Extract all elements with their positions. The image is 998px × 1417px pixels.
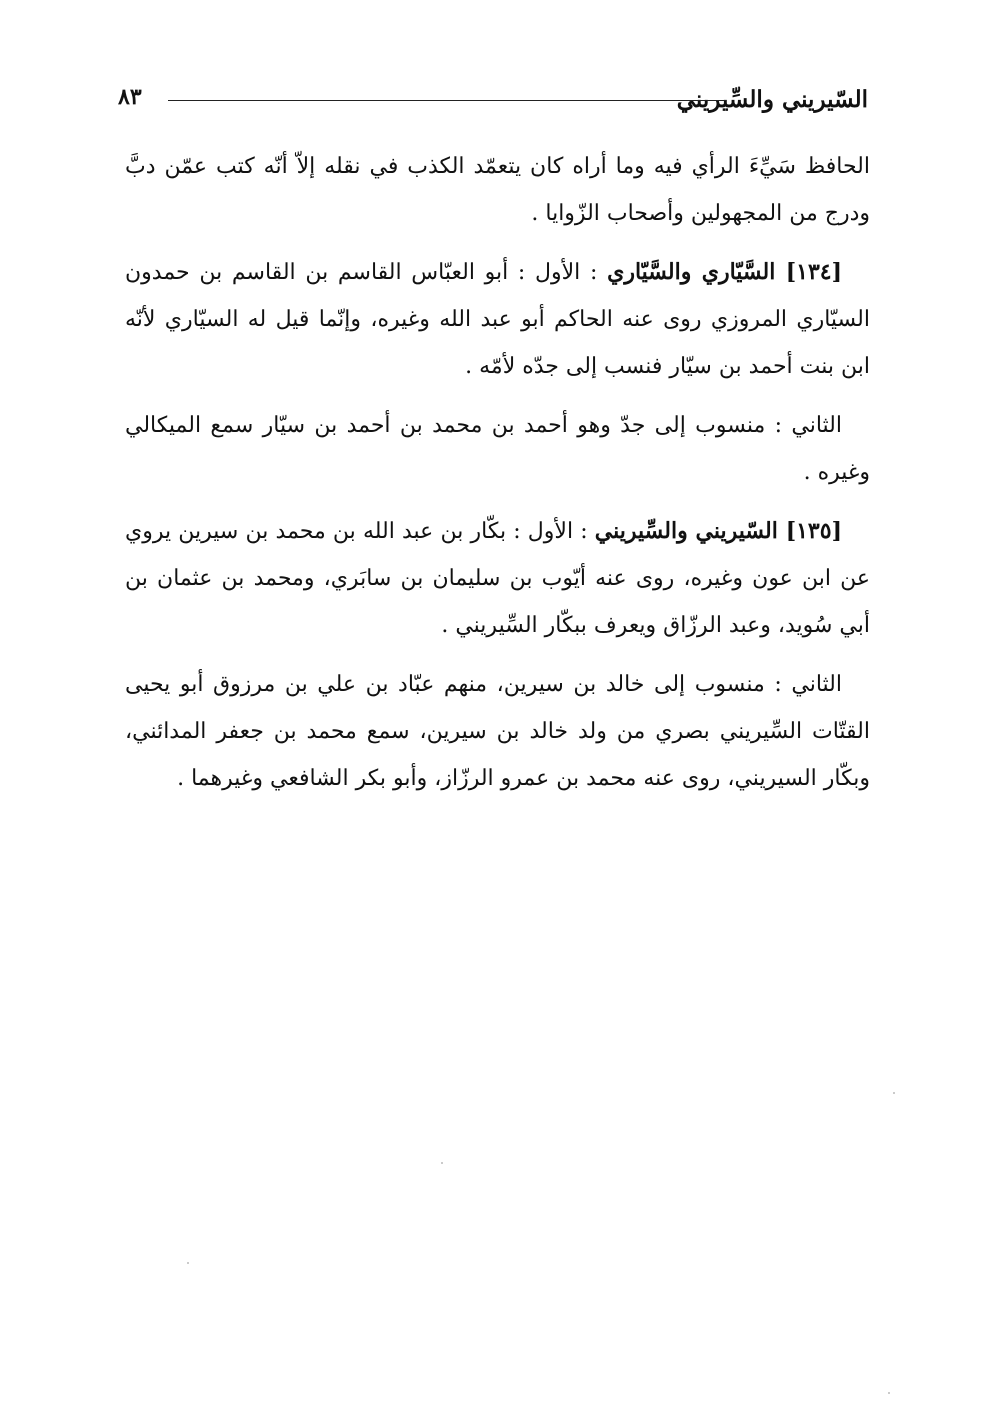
page-body — [125, 143, 870, 814]
entry-135-second — [125, 661, 870, 802]
paragraph-text: الثاني : منسوب إلى خالد بن سيرين، منهم عبّاد بن علي بن مرزوق أبو يحيى القتّات السِّيريني بصري من ولد خالد بن سيرين، سمع محمد بن جعفر المدائني، وبكّار السيريني، روى عنه محمد بن عمرو الرزّاز، وأبو بكر الشافعي وغيرهما . — [125, 672, 870, 791]
paragraph-text: الثاني : منسوب إلى جدّ وهو أحمد بن محمد بن أحمد بن سيّار سمع الميكالي وغيره . — [125, 413, 870, 485]
header-rule — [168, 100, 726, 101]
entry-text: : الأول : أبو العبّاس القاسم بن القاسم بن حمدون السيّاري المروزي روى عنه الحاكم أبو عبد الله وغيره، وإنّما قيل له السيّاري لأنّه ابن بنت أحمد بن سيّار فنسب إلى جدّه لأمّه . — [125, 260, 870, 379]
running-title: السّيريني والسِّيريني — [676, 86, 868, 113]
entry-134 — [125, 249, 870, 390]
entry-text: : الأول : بكّار بن عبد الله بن محمد بن سيرين يروي عن ابن عون وغيره، روى عنه أيّوب بن سليمان بن سابَري، ومحمد بن عثمان بن أبي سُويد، وعبد الرزّاق ويعرف ببكّار السِّيريني . — [125, 519, 870, 638]
entry-134-second — [125, 402, 870, 496]
running-header — [118, 78, 868, 118]
paragraph-continuation — [125, 143, 870, 237]
page-number: ٨٣ — [118, 84, 142, 110]
paragraph-text: الحافظ سَيِّءَ الرأي فيه وما أراه كان يتعمّد الكذب في نقله إلاّ أنّه كتب عمّن دبَّ ودرج من المجهولين وأصحاب الزّوايا . — [125, 154, 870, 226]
entry-heading: [١٣٥] السّيريني والسِّيريني — [594, 518, 842, 544]
entry-135 — [125, 508, 870, 649]
scan-speck — [893, 1092, 895, 1094]
scan-speck — [441, 1162, 443, 1164]
entry-heading: [١٣٤] السَّيّاري والسَّيّاري — [607, 259, 842, 285]
scan-speck — [187, 1262, 189, 1264]
scan-speck — [888, 1392, 890, 1394]
